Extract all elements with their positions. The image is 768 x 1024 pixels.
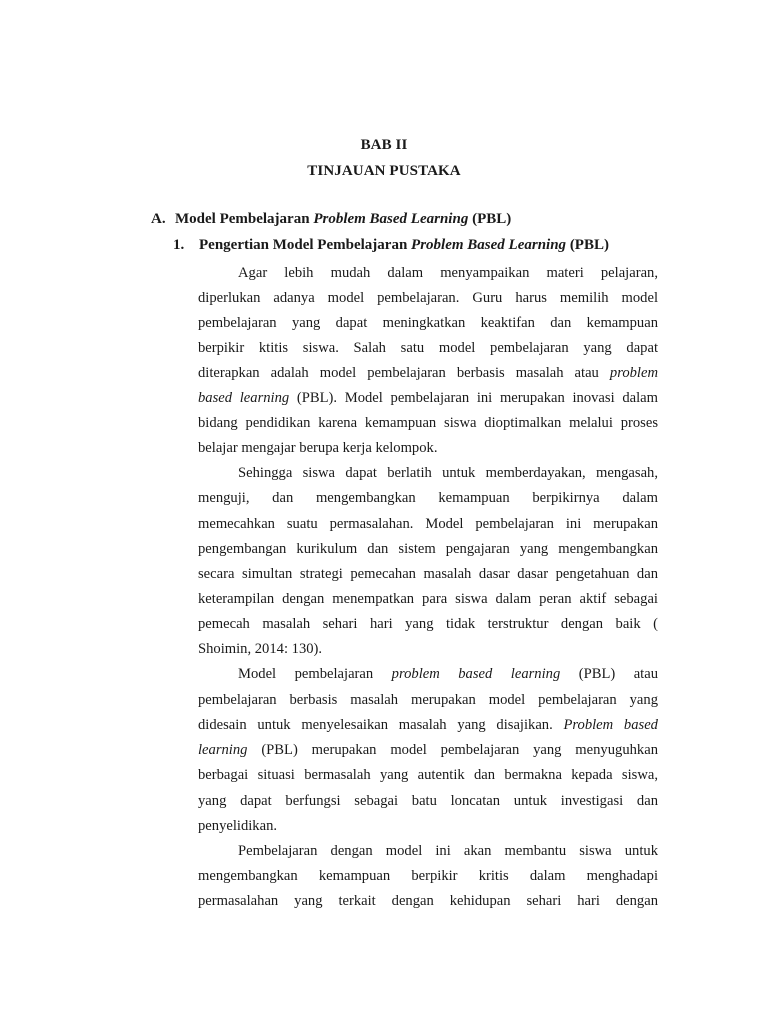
paragraph-3-line-1-text: Model pembelajaran xyxy=(238,666,392,682)
paragraph-4-line-1: Pembelajaran dengan model ini akan membantu siswa untuk xyxy=(238,843,658,859)
paragraph-3-line-6: yang dapat berfungsi sebagai batu loncatan untuk investigasi dan xyxy=(198,793,658,809)
paragraph-1-line-5-text: diterapkan adalah model pembelajaran berbasis masalah atau xyxy=(198,365,610,381)
chapter-title: TINJAUAN PUSTAKA xyxy=(307,163,461,179)
paragraph-4-line-2: mengembangkan kemampuan berpikir kritis dalam menghadapi xyxy=(198,868,658,884)
paragraph-2-line-8: Shoimin, 2014: 130). xyxy=(198,641,323,657)
subsection-text-before: Pengertian Model Pembelajaran xyxy=(199,237,412,253)
paragraph-1-line-6-italic: based learning xyxy=(198,390,290,406)
paragraph-3-line-1 xyxy=(238,664,658,684)
paragraph-3-line-1-tail: (PBL) atau xyxy=(560,666,659,682)
paragraph-2-line-5: secara simultan strategi pemecahan masalah dasar dasar pengetahuan dan xyxy=(198,566,658,582)
paragraph-3-line-1-italic: problem based learning xyxy=(391,666,561,682)
subsection-text-after: (PBL) xyxy=(566,237,609,253)
paragraph-1-line-4: berpikir ktitis siswa. Salah satu model pembelajaran yang dapat xyxy=(198,340,658,356)
chapter-number: BAB II xyxy=(360,137,408,153)
paragraph-3-line-4-text: (PBL) merupakan model pembelajaran yang menyuguhkan xyxy=(247,742,658,758)
paragraph-4-line-3: permasalahan yang terkait dengan kehidupan sehari hari dengan xyxy=(198,893,658,909)
paragraph-2-line-7: pemecah masalah sehari hari yang tidak terstruktur dengan baik ( xyxy=(198,616,658,632)
paragraph-1-line-6 xyxy=(198,388,658,408)
paragraph-3-line-3 xyxy=(198,715,658,735)
paragraph-3-line-4-italic: learning xyxy=(198,742,248,758)
section-number: A. xyxy=(151,211,166,227)
paragraph-1-line-5 xyxy=(198,363,658,383)
paragraph-2-line-2: menguji, dan mengembangkan kemampuan berpikirnya dalam xyxy=(198,490,658,506)
paragraph-2-line-6: keterampilan dengan menempatkan para siswa dalam peran aktif sebagai xyxy=(198,591,658,607)
paragraph-3-line-3-text: didesain untuk menyelesaikan masalah yang disajikan. xyxy=(198,717,564,733)
paragraph-1-line-1: Agar lebih mudah dalam menyampaikan materi pelajaran, xyxy=(238,265,658,281)
paragraph-2-line-3: memecahkan suatu permasalahan. Model pembelajaran ini merupakan xyxy=(198,516,658,532)
paragraph-1-line-2: diperlukan adanya model pembelajaran. Guru harus memilih model xyxy=(198,290,658,306)
section-text-italic: Problem Based Learning xyxy=(313,211,469,227)
paragraph-1-line-3: pembelajaran yang dapat meningkatkan keaktifan dan kemampuan xyxy=(198,315,658,331)
subsection-heading xyxy=(173,237,609,254)
subsection-text-italic: Problem Based Learning xyxy=(411,237,567,253)
paragraph-1-line-6-text: (PBL). Model pembelajaran ini merupakan inovasi dalam xyxy=(289,390,658,406)
section-text-after: (PBL) xyxy=(468,211,512,227)
paragraph-1-line-8: belajar mengajar berupa kerja kelompok. xyxy=(198,440,438,456)
paragraph-3-line-5: berbagai situasi bermasalah yang autentik dan bermakna kepada siswa, xyxy=(198,767,658,783)
paragraph-2-line-1: Sehingga siswa dapat berlatih untuk memberdayakan, mengasah, xyxy=(238,465,658,481)
paragraph-1-line-7: bidang pendidikan karena kemampuan siswa dioptimalkan melalui proses xyxy=(198,415,658,431)
paragraph-3-line-7: penyelidikan. xyxy=(198,818,278,834)
paragraph-3-line-2: pembelajaran berbasis masalah merupakan model pembelajaran yang xyxy=(198,692,658,708)
section-heading xyxy=(151,211,511,228)
paragraph-3-line-3-italic: Problem based xyxy=(563,717,658,733)
paragraph-3-line-4 xyxy=(198,740,658,760)
paragraph-2-line-4: pengembangan kurikulum dan sistem pengajaran yang mengembangkan xyxy=(198,541,658,557)
paragraph-1-line-5-italic: problem xyxy=(609,365,658,381)
section-text-before: Model Pembelajaran xyxy=(175,211,314,227)
subsection-number: 1. xyxy=(173,237,185,253)
